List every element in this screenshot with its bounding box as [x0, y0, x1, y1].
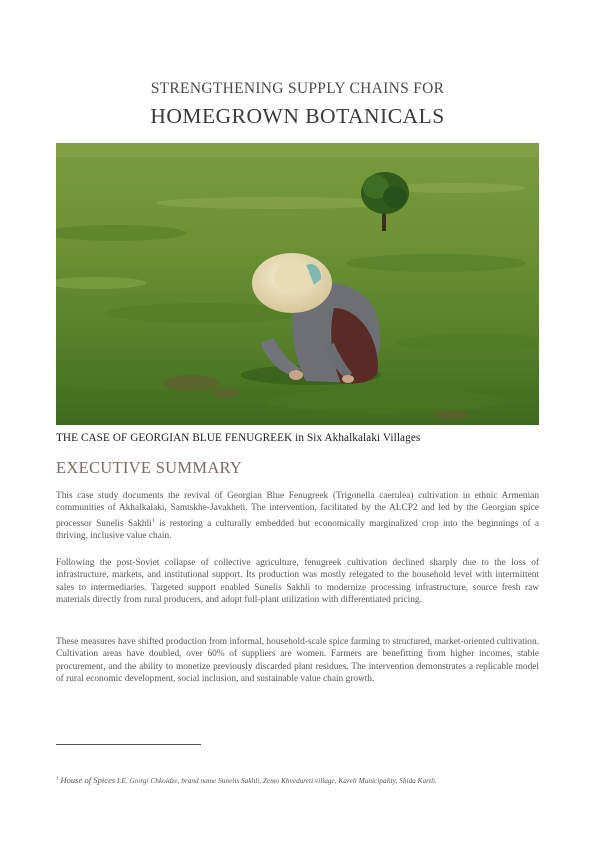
footnote-marker: 1: [56, 776, 59, 782]
cover-photo: [56, 143, 539, 425]
footnote-text: I.E. Giorgi Chkoidze, brand name Sunelis Sakhli, Zemo Khvedureti village, Kareli Municipality, Shida Kartli.: [115, 776, 437, 785]
summary-paragraph-1: [56, 490, 539, 543]
summary-paragraph-2: Following the post-Soviet collapse of collective agriculture, fenugreek cultivation declined sharply due to the loss of infrastructure, markets, and institutional support. Its production was mostly relegated to the household level with intermittent sales to intermediaries. Targeted support enabled Sunelis Sakhli to modernize processing infrastructure, source fresh raw materials directly from rural producers, and adopt full-plant utilization with differentiated pricing.: [56, 558, 539, 606]
summary-paragraph-1-text-cont: is restoring a culturally embedded but economically marginalized crop into the beginnings of a thriving, inclusive value chain.: [56, 518, 539, 542]
footnote-lead: House of Spices: [60, 775, 116, 785]
summary-paragraph-1-text: This case study documents the revival of Georgian Blue Fenugreek (Trigonella caerulea) cultivation in ethnic Armenian communities of Akhalkalaki, Samtskhe-Javakheti. The intervention, facilitated by the ALCP2 and led by the Georgian spice processor Sunelis Sakhli: [56, 491, 539, 529]
section-heading-executive-summary: EXECUTIVE SUMMARY: [56, 458, 243, 477]
document-title-line1: STRENGTHENING SUPPLY CHAINS FOR: [150, 80, 445, 97]
footnote-separator: [56, 744, 201, 745]
footnote: [56, 775, 546, 785]
figure-caption: THE CASE OF GEORGIAN BLUE FENUGREEK in Six Akhalkalaki Villages: [56, 432, 421, 444]
footnote-reference: 1: [151, 517, 155, 524]
document-title-line2: HOMEGROWN BOTANICALS: [150, 104, 445, 128]
summary-paragraph-3: These measures have shifted production from informal, household-scale spice farming to structured, market-oriented cultivation. Cultivation areas have doubled, over 60% of suppliers are women. Farmers are benefitting from higher incomes, stable procurement, and the ability to monetize previously discarded plant residues. The intervention demonstrates a replicable model of rural economic development, social inclusion, and sustainable value chain growth.: [56, 637, 539, 685]
